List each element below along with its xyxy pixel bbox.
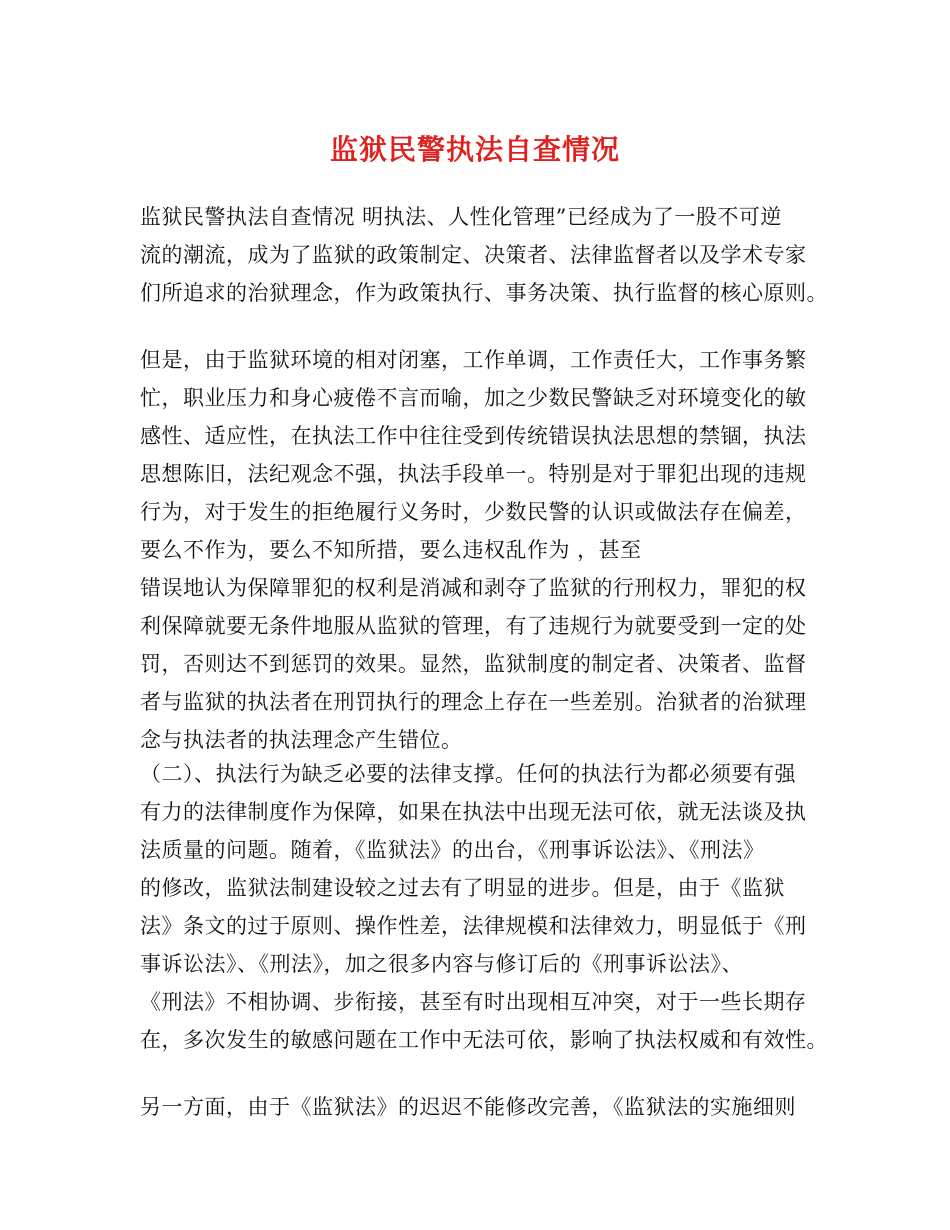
paragraph-line: 思想陈旧，法纪观念不强，执法手段单一。特别是对于罪犯出现的违规: [140, 462, 807, 486]
paragraph-line: 另一方面，由于《监狱法》的迟迟不能修改完善，《监狱法的实施细则: [140, 1095, 796, 1119]
paragraph-line: 忙，职业压力和身心疲倦不言而喻，加之少数民警缺乏对环境变化的敏: [140, 386, 807, 410]
paragraph-line: 但是，由于监狱环境的相对闭塞，工作单调，工作责任大，工作事务繁: [140, 348, 807, 372]
paragraph-line: 《刑法》不相协调、步衔接，甚至有时出现相互冲突，对于一些长期存: [140, 990, 807, 1014]
paragraph-line: 法质量的问题。随着，《监狱法》的出台，《刑事诉讼法》、《刑法》: [140, 838, 765, 862]
paragraph-line: 在，多次发生的敏感问题在工作中无法可依，影响了执法权威和有效性。: [140, 1028, 828, 1052]
paragraph-line: 利保障就要无条件地服从监狱的管理，有了违规行为就要受到一定的处: [140, 614, 807, 638]
paragraph-line: 有力的法律制度作为保障，如果在执法中出现无法可依，就无法谈及执: [140, 800, 807, 824]
paragraph-line: 者与监狱的执法者在刑罚执行的理念上存在一些差别。治狱者的治狱理: [140, 690, 807, 714]
document-title: 监狱民警执法自查情况: [329, 133, 620, 166]
paragraph-line: 事诉讼法》、《刑法》，加之很多内容与修订后的《刑事诉讼法》、: [140, 952, 743, 976]
paragraph-line: 监狱民警执法自查情况 明执法、人性化管理”已经成为了一股不可逆: [140, 205, 782, 229]
paragraph-line: （二）、执法行为缺乏必要的法律支撑。任何的执法行为都必须要有强: [140, 762, 796, 786]
paragraph-line: 流的潮流，成为了监狱的政策制定、决策者、法律监督者以及学术专家: [140, 243, 807, 267]
paragraph-line: 要么不作为，要么不知所措，要么违权乱作为 ，甚至: [140, 538, 642, 562]
paragraph-line: 们所追求的治狱理念，作为政策执行、事务决策、执行监督的核心原则。: [140, 281, 828, 305]
paragraph-line: 行为，对于发生的拒绝履行义务时，少数民警的认识或做法存在偏差，: [140, 500, 807, 524]
paragraph-line: 的修改，监狱法制建设较之过去有了明显的进步。但是，由于《监狱: [140, 876, 785, 900]
paragraph-line: 错误地认为保障罪犯的权利是消减和剥夺了监狱的行刑权力，罪犯的权: [140, 576, 807, 600]
paragraph-line: 念与执法者的执法理念产生错位。: [140, 728, 463, 752]
paragraph-line: 法》条文的过于原则、操作性差，法律规模和法律效力，明显低于《刑: [140, 914, 807, 938]
paragraph-line: 感性、适应性，在执法工作中往往受到传统错误执法思想的禁锢，执法: [140, 424, 807, 448]
paragraph-line: 罚，否则达不到惩罚的效果。显然，监狱制度的制定者、决策者、监督: [140, 652, 807, 676]
